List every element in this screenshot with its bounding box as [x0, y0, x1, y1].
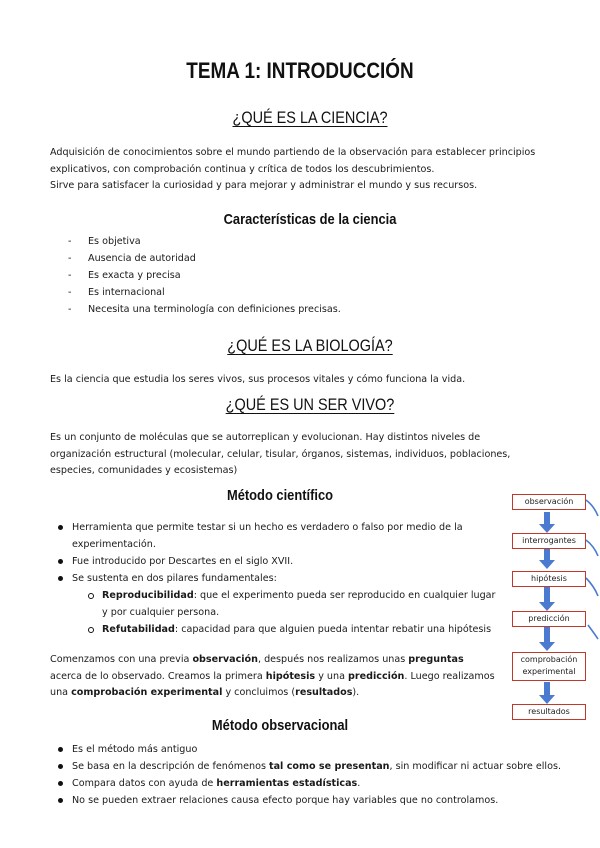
pillar-text: : que el experimento pueda ser reproducido en cualquier lugar [193, 590, 496, 601]
text-run: una [50, 687, 72, 698]
list-item: - Ausencia de autoridad [68, 250, 341, 267]
pillar-term: Refutabilidad [102, 624, 175, 635]
bold-run: observación [192, 654, 258, 665]
flow-step-hipotesis: hipótesis [512, 571, 586, 587]
text-run: , después nos realizamos unas [257, 654, 409, 665]
list-item: No se pueden extraer relaciones causa efecto porque hay variables que no controlamos. [58, 792, 588, 809]
arrow-down-icon [539, 587, 555, 611]
bold-run: comprobación experimental [71, 687, 223, 698]
pillar-term: Reproducibilidad [102, 590, 194, 601]
bold-run: preguntas [408, 654, 464, 665]
list-item [58, 775, 588, 792]
list-item: Es el método más antiguo [58, 741, 588, 758]
list-item: - Es objetiva [68, 233, 341, 250]
text-line: explicativos, con comprobación continua y crítica de todos los descubrimientos. [50, 163, 435, 175]
curved-arrows [586, 500, 598, 639]
heading-que-es-la-ciencia: ¿QUÉ ES LA CIENCIA? [232, 108, 388, 127]
text-run: . Luego realizamos [404, 670, 495, 682]
pillars-list [88, 587, 498, 638]
arrow-down-icon [539, 627, 555, 651]
text-run: . [357, 778, 361, 789]
caracteristicas-list [68, 233, 341, 318]
list-item: - Es internacional [68, 284, 341, 301]
flow-step-prediccion: predicción [512, 611, 586, 627]
paragraph-metodo-resumen [50, 652, 505, 702]
pillar-item [88, 587, 498, 621]
arrow-down-icon [539, 682, 555, 704]
text-line: Es un conjunto de moléculas que se autorreplican y evolucionan. Hay distintos niveles de [50, 432, 481, 443]
metodo-cientifico-list [58, 519, 498, 638]
heading-que-es-un-ser-vivo: ¿QUÉ ES UN SER VIVO? [225, 395, 395, 414]
text-line: experimentación. [72, 539, 156, 550]
list-item: Fue introducido por Descartes en el siglo XVII. [58, 553, 498, 570]
arrow-down-icon [539, 512, 555, 533]
pillar-text: y por cualquier persona. [102, 607, 220, 618]
text-line [50, 685, 505, 702]
text-line: especies, comunidades y ecosistemas) [50, 465, 238, 476]
text-run: acerca de lo observado. Creamos la primera [50, 670, 266, 682]
flow-step-line: experimental [522, 667, 576, 676]
list-item [58, 758, 588, 775]
text-line: organización estructural (molecular, celular, tisular, órganos, sistemas, individuos, poblaciones, [50, 448, 511, 460]
text-run: Comenzamos con una previa [50, 654, 193, 665]
heading-que-es-la-biologia: ¿QUÉ ES LA BIOLOGÍA? [227, 336, 393, 355]
curved-arrow-icon [586, 540, 598, 556]
text-line [50, 652, 505, 669]
curved-arrow-icon [586, 578, 598, 596]
text-line: Sirve para satisfacer la curiosidad y para mejorar y administrar el mundo y sus recursos. [50, 180, 478, 191]
flow-step-line: comprobación [520, 655, 578, 664]
flow-step-observacion: observación [512, 494, 586, 510]
paragraph-ciencia [50, 145, 560, 195]
text-line [50, 669, 505, 686]
text-run: y una [315, 670, 349, 682]
pillar-text: : capacidad para que alguien pueda intentar rebatir una hipótesis [174, 624, 492, 635]
paragraph-ser-vivo [50, 430, 560, 480]
heading-metodo-cientifico: Método científico [226, 487, 334, 504]
page-title: TEMA 1: INTRODUCCIÓN [186, 58, 414, 83]
list-item [58, 519, 498, 553]
paragraph-biologia [50, 372, 560, 389]
list-item: - Es exacta y precisa [68, 267, 341, 284]
text-run: , sin modificar ni actuar sobre ellos. [389, 761, 562, 772]
curved-arrow-icon [586, 500, 598, 516]
metodo-observacional-list [58, 741, 588, 809]
heading-caracteristicas: Características de la ciencia [223, 211, 397, 228]
list-item [58, 570, 498, 638]
flow-step-resultados: resultados [512, 704, 586, 720]
bold-run: resultados [295, 687, 353, 698]
bold-run: predicción [348, 670, 405, 682]
text-line: Adquisición de conocimientos sobre el mundo partiendo de la observación para establecer principios [50, 147, 536, 158]
text-line: Se sustenta en dos pilares fundamentales: [72, 573, 277, 584]
flow-step-interrogantes: interrogantes [512, 533, 586, 549]
bold-run: herramientas estadísticas [216, 778, 358, 789]
text-run: Se basa en la descripción de fenómenos [72, 761, 269, 772]
arrow-down-icon [539, 549, 555, 569]
list-item: - Necesita una terminología con definiciones precisas. [68, 301, 341, 318]
pillar-item [88, 621, 498, 638]
text-line: Herramienta que permite testar si un hecho es verdadero o falso por medio de la [72, 522, 463, 533]
text-run: ). [352, 687, 360, 698]
text-line: Es la ciencia que estudia los seres vivos, sus procesos vitales y cómo funciona la vida. [50, 374, 466, 385]
curved-arrow-icon [588, 625, 598, 639]
bold-run: tal como se presentan [269, 761, 390, 772]
down-arrows [539, 512, 555, 704]
flow-step-comprobacion [512, 652, 586, 681]
text-run: y concluimos ( [222, 687, 296, 698]
text-run: Compara datos con ayuda de [72, 778, 217, 789]
heading-metodo-observacional: Método observacional [211, 717, 349, 734]
bold-run: hipótesis [265, 670, 316, 682]
